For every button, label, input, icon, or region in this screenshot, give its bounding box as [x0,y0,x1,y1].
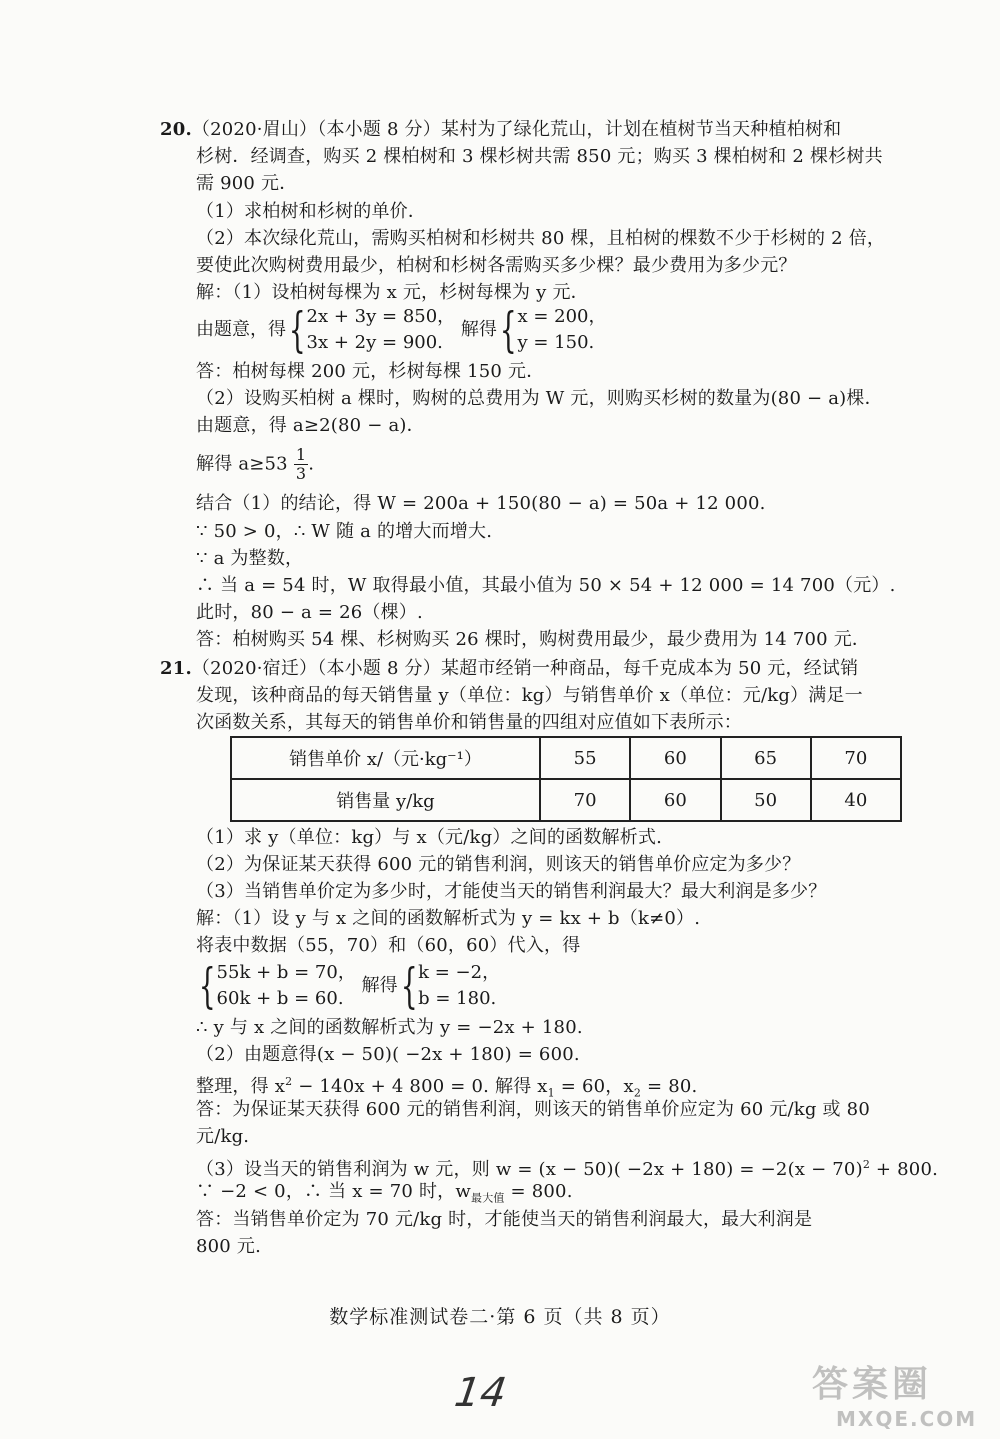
q21-line-15: ∵ −2 < 0，∴ 当 x = 70 时，$w_{最大值} = 800$. [196,1181,573,1205]
brace-icon: { [400,958,418,1014]
brace-icon: { [499,302,517,358]
q21-line-6: （3）当销售单价定为多少时，才能使当天的销售利润最大？最大利润是多少？ [196,881,827,902]
q21-line-14: （3）设当天的销售利润为 w 元，则 $w = (x - 50)( -2x + 180) = -2(x - 70)^2 + 800$. [196,1158,939,1180]
q20-line-10: 由题意，得 a≥2(80 − a)． [196,415,425,436]
table-row [231,737,901,779]
q21-line-17: 800 元. [196,1236,261,1257]
table-cell: 65 [721,737,811,779]
q20-solve-line: 解得 a≥53 $\frac{1}{3}$ . [196,445,315,483]
q20-equation-system: 由题意，得{ 2x + 3y = 850， 3x + 2y = 900. 解得{ x = 200， y = 150. [196,302,607,358]
table-cell: 50 [721,779,811,821]
q21-number: 21. [160,658,192,679]
q20-line-15: 此时，80 − a = 26（棵）. [196,602,423,623]
table-cell: 55 [540,737,630,779]
q21-equation-system: { 55k + b = 70， 60k + b = 60. 解得{ k = −2， b = 180. [198,958,501,1014]
handwritten-page-number: 14 [451,1370,510,1416]
q21-line-8: 将表中数据（55，70）和（60，60）代入，得 [196,935,581,956]
q21-line-5: （2）为保证某天获得 600 元的销售利润，则该天的销售单价应定为多少？ [196,854,801,875]
q20-line-12: ∵ 50 > 0，∴ W 随 a 的增大而增大. [196,521,493,542]
q21-line-3: 次函数关系，其每天的销售单价和销售量的四组对应值如下表所示： [196,712,742,733]
table-cell: 40 [811,779,901,821]
table-cell: 60 [630,737,720,779]
table-cell: 70 [540,779,630,821]
q20-line-16: 答：柏树购买 54 棵、杉树购买 26 棵时，购树费用最少，最少费用为 14 700 元． [196,629,871,650]
table-header-cell: 销售量 y/kg [231,779,540,821]
q21-line-13: 元/kg. [196,1126,250,1147]
q20-line-2: 杉树．经调查，购买 2 棵柏树和 3 棵杉树共需 850 元；购买 3 棵柏树和 2 棵杉树共 [196,146,883,167]
q20-line-9: （2）设购买柏树 a 棵时，购树的总费用为 W 元，则购买杉树的数量为(80 − a)棵． [196,388,883,409]
q20-number: 20. [160,119,192,140]
watermark-logo [812,1356,982,1434]
watermark-url: MXQE.COM [836,1407,978,1431]
q21-line-11: 整理，得 $x^2 - 140x + 4$ 800 = 0. 解得 $x_1 = 60$，$x_2 = 80$. [196,1075,698,1100]
table-row [231,779,901,821]
q21-line-10: （2）由题意得(x − 50)( −2x + 180) = 600. [196,1044,580,1065]
q20-line-11: 结合（1）的结论，得 W = 200a + 150(80 − a) = 50a + 12 000. [196,493,766,514]
q21-line-12: 答：为保证某天获得 600 元的销售利润，则该天的销售单价应定为 60 元/kg 或 80 [196,1099,870,1120]
brace-icon: { [288,302,306,358]
q20-line-14: ∴ 当 a = 54 时，W 取得最小值，其最小值为 50 × 54 + 12 000 = 14 700（元）. [196,575,896,596]
q20-line-7: 解：（1）设柏树每棵为 x 元，杉树每棵为 y 元． [196,282,589,303]
q21-line-1: 21.（2020·宿迁）（本小题 8 分）某超市经销一种商品，每千克成本为 50 元，经试销 [160,658,859,679]
price-sales-table [230,736,902,822]
q20-line-13: ∵ a 为整数， [196,548,304,569]
q21-line-7: 解：（1）设 y 与 x 之间的函数解析式为 y = kx + b（k≠0）. [196,908,701,929]
q21-line-2: 发现，该种商品的每天销售量 y（单位：kg）与销售单价 x（单位：元/kg）满足一 [196,685,863,706]
q20-line-8: 答：柏树每棵 200 元，杉树每棵 150 元． [196,361,545,382]
q21-line-9: ∴ y 与 x 之间的函数解析式为 y = −2x + 180. [196,1017,583,1038]
q21-line-4: （1）求 y（单位：kg）与 x（元/kg）之间的函数解析式. [196,827,663,848]
q20-line-4: （1）求柏树和杉树的单价． [196,201,427,222]
q20-line-5: （2）本次绿化荒山，需购买柏树和杉树共 80 棵，且柏树的棵数不少于杉树的 2 倍， [196,228,886,249]
q21-line-16: 答：当销售单价定为 70 元/kg 时，才能使当天的销售利润最大，最大利润是 [196,1209,813,1230]
table-header-cell: 销售单价 x/（元·kg⁻¹） [231,737,540,779]
brace-icon: { [198,958,216,1014]
q20-line-6: 要使此次购树费用最少，柏树和杉树各需购买多少棵？最少费用为多少元？ [196,255,797,276]
q20-line-3: 需 900 元． [196,173,298,194]
fraction: $\frac{1}{3}$ [295,445,307,483]
watermark-title: 答案圈 [812,1364,933,1405]
q20-line-1: 20.（2020·眉山）（本小题 8 分）某村为了绿化荒山，计划在植树节当天种植柏树和 [160,119,842,140]
table-cell: 70 [811,737,901,779]
page-footer: 数学标准测试卷二·第 6 页（共 8 页） [329,1306,671,1328]
table-cell: 60 [630,779,720,821]
